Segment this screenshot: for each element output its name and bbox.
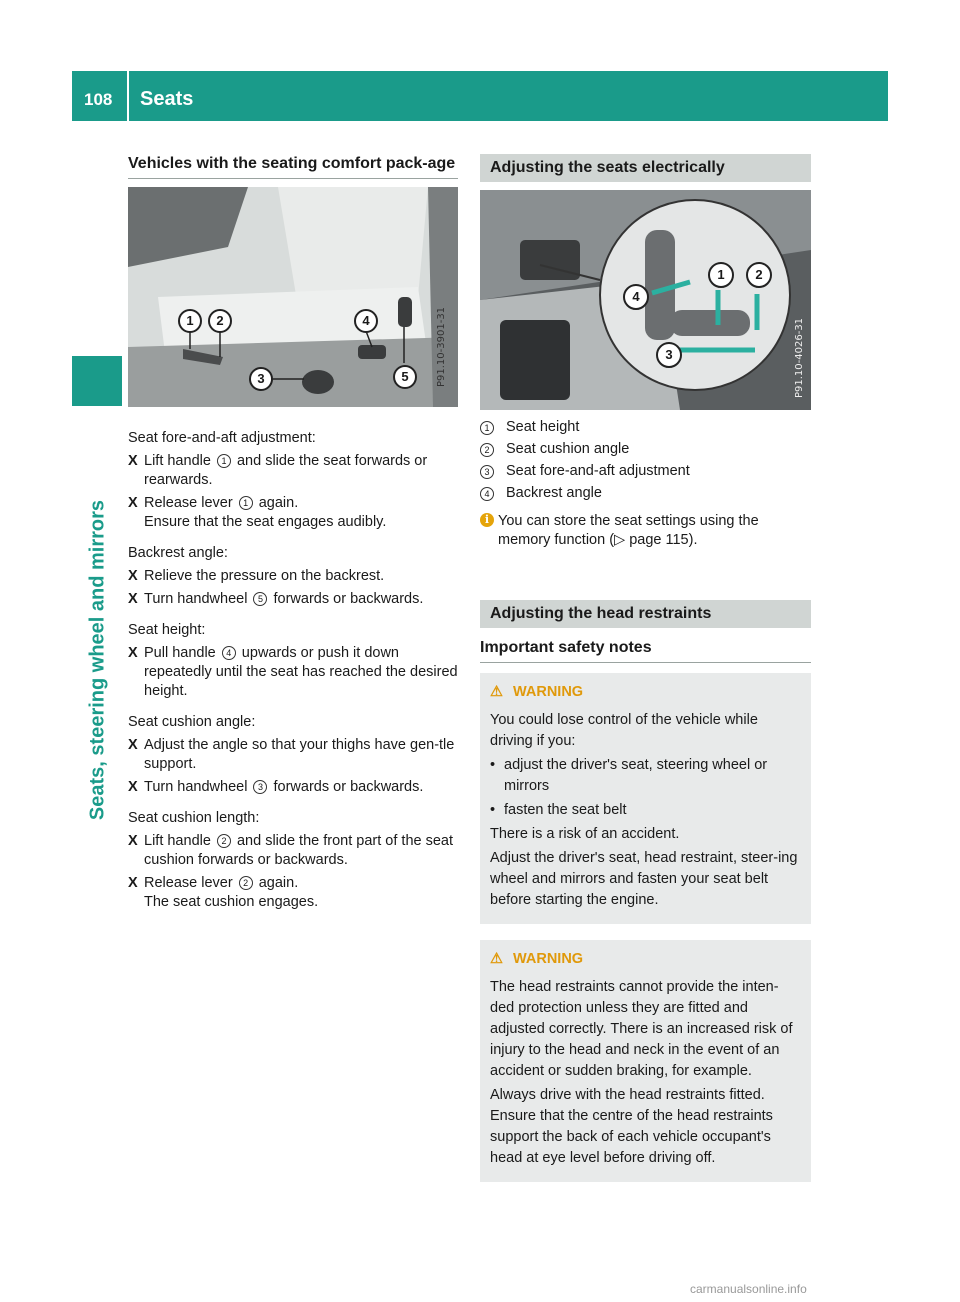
callout-2: 2 [746,262,772,288]
callout-ref: 5 [253,592,267,606]
step-arrow-icon: X [128,645,138,661]
page-title: Seats [140,88,194,110]
step-arrow-icon: X [128,737,138,753]
left-subheading: Vehicles with the seating comfort pack-age [128,155,456,172]
warning-heading: ⚠ WARNING [490,684,584,700]
info-text: You can store the seat settings using the memory function (▷ page 115). [498,513,759,548]
step-arrow-icon: X [128,875,138,891]
callout-1: 1 [178,309,202,333]
callout-ref: 2 [239,876,253,890]
callout-4: 4 [354,309,378,333]
warning-triangle-icon: ⚠ [490,684,503,700]
bullet-item: • fasten the seat belt [490,802,627,818]
step: X Release lever 2 again. The seat cushion engages. [128,875,319,910]
legend [480,418,811,503]
step: X Turn handwheel 5 forwards or backwards. [128,591,424,607]
legend-item: 3 Seat fore-and-aft adjustment [480,462,811,481]
step: X Release lever 1 again. Ensure that the seat engages audibly. [128,495,387,530]
legend-item: 4 Backrest angle [480,484,811,503]
step: X Pull handle 4 upwards or push it down repeatedly until the seat has reached the desired height. [128,645,458,699]
callout-4: 4 [623,284,649,310]
info-icon: i [480,513,494,527]
seat-photo [128,187,458,407]
warning-text: Adjust the driver's seat, head restraint, steer-ing wheel and mirrors and fasten your seat belt before starting the engine. [490,850,798,908]
safety-subheading: Important safety notes [480,639,652,656]
image-code: P91.10-4026-31 [794,317,805,398]
header-divider [127,71,129,121]
left-column [128,154,458,912]
step: X Lift handle 2 and slide the front part of the seat cushion forwards or backwards. [128,833,454,868]
step: X Relieve the pressure on the backrest. [128,568,385,584]
callout-3: 3 [656,342,682,368]
step: X Adjust the angle so that your thighs have gen-tle support. [128,737,455,772]
subheading-rule [480,662,811,663]
warning-heading: ⚠ WARNING [490,951,584,967]
step-arrow-icon: X [128,833,138,849]
section-heading-electric: Adjusting the seats electrically [480,154,811,182]
legend-item: 1 Seat height [480,418,811,437]
footer-watermark: carmanualsonline.info [690,1282,807,1296]
group-label: Seat height: [128,622,206,638]
instructions [128,429,458,912]
warning-triangle-icon: ⚠ [490,951,503,967]
callout-ref: 3 [253,780,267,794]
info-note [480,512,811,550]
step-note: Ensure that the seat engages audibly. [144,514,387,530]
warning-box-1 [480,673,811,924]
group-label: Seat cushion angle: [128,714,256,730]
door-controls-photo [480,190,811,410]
warning-text: You could lose control of the vehicle while driving if you: [490,712,758,749]
header-bar [72,71,888,121]
warning-text: The head restraints cannot provide the inten-ded protection unless they are fitted and adjusted correctly. There is an increased risk of injury to the head and neck in the event of an accident or sudden braking, for example. [490,979,793,1079]
bullet-item: • adjust the driver's seat, steering wheel or mirrors [490,757,768,794]
step: X Turn handwheel 3 forwards or backwards. [128,779,424,795]
step-arrow-icon: X [128,453,138,469]
callout-5: 5 [393,365,417,389]
right-column [480,154,811,1182]
callout-ref: 4 [222,646,236,660]
subheading-rule [128,178,458,179]
callout-2: 2 [208,309,232,333]
image-code: P91.10-3901-31 [436,306,447,387]
legend-item: 2 Seat cushion angle [480,440,811,459]
page-number: 108 [84,90,113,109]
step-arrow-icon: X [128,568,138,584]
step-arrow-icon: X [128,495,138,511]
chapter-label: Seats, steering wheel and mirrors [86,499,109,821]
callout-ref: 1 [217,454,231,468]
group-label: Seat cushion length: [128,810,260,826]
step-arrow-icon: X [128,779,138,795]
callout-3: 3 [249,367,273,391]
step-note: The seat cushion engages. [144,894,319,910]
callout-ref: 1 [239,496,253,510]
group-label: Backrest angle: [128,545,228,561]
warning-text: Always drive with the head restraints fitted. Ensure that the centre of the head restraints support the back of each vehicle occupant's head at eye level before driving off. [490,1087,773,1166]
step-arrow-icon: X [128,591,138,607]
chapter-tab [72,356,122,406]
step: X Lift handle 1 and slide the seat forwards or rearwards. [128,453,428,488]
group-label: Seat fore-and-aft adjustment: [128,430,316,446]
warning-text: There is a risk of an accident. [490,826,680,842]
callout-ref: 2 [217,834,231,848]
warning-box-2 [480,940,811,1182]
callout-1: 1 [708,262,734,288]
section-heading-head-restraints: Adjusting the head restraints [480,600,811,628]
